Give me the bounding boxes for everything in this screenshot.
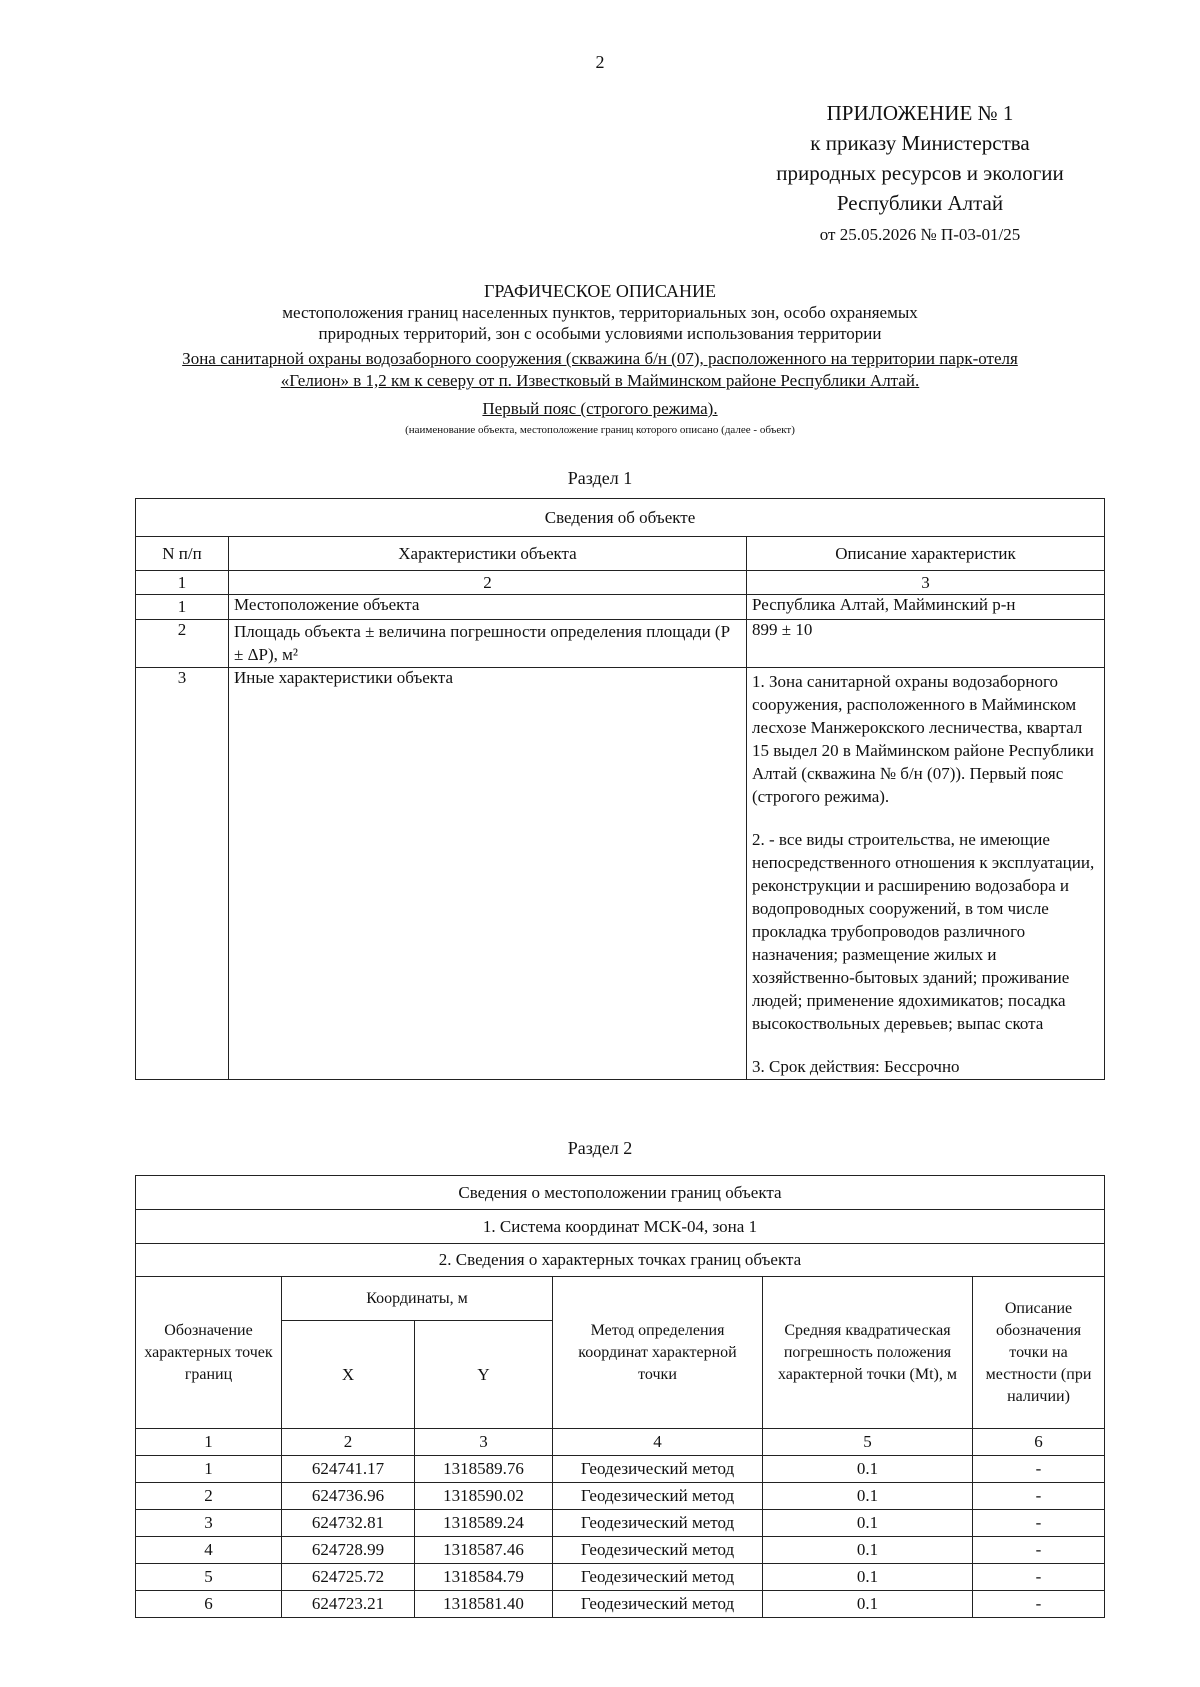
appendix-line: Республики Алтай: [836, 191, 1004, 215]
error-mt: 0.1: [763, 1564, 973, 1591]
table-row: [136, 1483, 1105, 1510]
method: Геодезический метод: [553, 1591, 763, 1618]
table-title-row: [136, 499, 1105, 537]
point-number: 5: [136, 1564, 282, 1591]
column-number: 3: [415, 1429, 553, 1456]
column-number-row: [136, 1429, 1105, 1456]
coordinate-y: 1318581.40: [415, 1591, 553, 1618]
table-row: [136, 1537, 1105, 1564]
coordinate-system-row: [136, 1210, 1105, 1244]
point-number: 3: [136, 1510, 282, 1537]
appendix-line: природных ресурсов и экологии: [776, 161, 1064, 185]
table-header-row: [136, 1277, 1105, 1321]
header-method: Метод определения координат характерной точки: [553, 1277, 763, 1429]
method: Геодезический метод: [553, 1564, 763, 1591]
row-description: Республика Алтай, Майминский р-н: [747, 595, 1105, 620]
method: Геодезический метод: [553, 1456, 763, 1483]
method: Геодезический метод: [553, 1510, 763, 1537]
row-characteristic: Площадь объекта ± величина погрешности определения площади (P ± ΔP), м²: [229, 620, 747, 668]
coordinate-y: 1318590.02: [415, 1483, 553, 1510]
section1-title: Раздел 1: [567, 468, 633, 488]
header-x: X: [282, 1321, 415, 1429]
boundary-points-table: [135, 1175, 1105, 1618]
table-row: [136, 620, 1105, 668]
column-number: 3: [747, 571, 1105, 595]
appendix-line: к приказу Министерства: [810, 131, 1030, 155]
appendix-header: [730, 98, 1110, 250]
point-number: 6: [136, 1591, 282, 1618]
table-row: [136, 668, 1105, 1080]
coordinate-x: 624741.17: [282, 1456, 415, 1483]
points-title-row: [136, 1244, 1105, 1277]
row-number: 1: [136, 595, 229, 620]
method: Геодезический метод: [553, 1537, 763, 1564]
row-description: 899 ± 10: [747, 620, 1105, 668]
coordinate-x: 624725.72: [282, 1564, 415, 1591]
coordinate-x: 624736.96: [282, 1483, 415, 1510]
header-description: Описание обозначения точки на местности (при наличии): [973, 1277, 1105, 1429]
row-characteristic: Местоположение объекта: [229, 595, 747, 620]
document-title: ГРАФИЧЕСКОЕ ОПИСАНИЕ: [483, 281, 717, 301]
object-name: «Гелион» в 1,2 км к северу от п. Известковый в Майминском районе Республики Алтай.: [280, 371, 920, 390]
description-paragraph: 2. - все виды строительства, не имеющие непосредственного отношения к эксплуатации, реконструкции и расширению водозабора и водопроводных сооружений, в том числе прокладка трубопроводов различного назначения; размещение жилых и хозяйственно-бытовых зданий; проживание людей; применение ядохимикатов; посадка высокоствольных деревьев; выпас скота: [752, 830, 1095, 1033]
error-mt: 0.1: [763, 1483, 973, 1510]
document-heading: [130, 280, 1070, 438]
point-number: 4: [136, 1537, 282, 1564]
column-number: 2: [229, 571, 747, 595]
error-mt: 0.1: [763, 1591, 973, 1618]
coordinate-y: 1318589.24: [415, 1510, 553, 1537]
header-point: Обозначение характерных точек границ: [136, 1277, 282, 1429]
document-subtitle: местоположения границ населенных пунктов, территориальных зон, особо охраняемых: [282, 303, 918, 322]
row-number: 2: [136, 620, 229, 668]
point-description: -: [973, 1537, 1105, 1564]
coordinate-system: 1. Система координат МСК-04, зона 1: [136, 1210, 1105, 1244]
column-number-row: [136, 571, 1105, 595]
point-description: -: [973, 1456, 1105, 1483]
table-header-row: [136, 537, 1105, 571]
coordinate-y: 1318587.46: [415, 1537, 553, 1564]
point-number: 1: [136, 1456, 282, 1483]
object-name: Первый пояс (строгого режима).: [482, 399, 718, 418]
column-number: 2: [282, 1429, 415, 1456]
row-description: [747, 668, 1105, 1080]
table-title: Сведения об объекте: [136, 499, 1105, 537]
coordinate-y: 1318589.76: [415, 1456, 553, 1483]
row-characteristic: Иные характеристики объекта: [229, 668, 747, 1080]
header-error: Средняя квадратическая погрешность положения характерной точки (Mt), м: [763, 1277, 973, 1429]
coordinate-x: 624728.99: [282, 1537, 415, 1564]
point-description: -: [973, 1510, 1105, 1537]
page-number: 2: [595, 52, 605, 72]
table-row: [136, 1510, 1105, 1537]
table-title: Сведения о местоположении границ объекта: [136, 1176, 1105, 1210]
column-number: 6: [973, 1429, 1105, 1456]
document-subtitle: природных территорий, зон с особыми условиями использования территории: [318, 324, 882, 343]
table-row: [136, 1564, 1105, 1591]
method: Геодезический метод: [553, 1483, 763, 1510]
table-row: [136, 595, 1105, 620]
column-number: 4: [553, 1429, 763, 1456]
table-row: [136, 1591, 1105, 1618]
section2-title: Раздел 2: [567, 1138, 633, 1158]
coordinate-y: 1318584.79: [415, 1564, 553, 1591]
object-info-table: [135, 498, 1105, 1080]
header-coordinates: Координаты, м: [282, 1277, 553, 1321]
object-caption: (наименование объекта, местоположение границ которого описано (далее - объект): [405, 424, 795, 436]
header-cell: Характеристики объекта: [229, 537, 747, 571]
coordinate-x: 624732.81: [282, 1510, 415, 1537]
table-title-row: [136, 1176, 1105, 1210]
error-mt: 0.1: [763, 1510, 973, 1537]
description-paragraph: 1. Зона санитарной охраны водозаборного сооружения, расположенного в Майминском лесхозе Манжерокского лесничества, квартал 15 выдел 20 в Майминском районе Республики Алтай (скважина № б/н (07)). Первый пояс (строгого режима).: [752, 672, 1094, 806]
header-cell: Описание характеристик: [747, 537, 1105, 571]
point-number: 2: [136, 1483, 282, 1510]
point-description: -: [973, 1564, 1105, 1591]
appendix-title: ПРИЛОЖЕНИЕ № 1: [826, 101, 1014, 125]
column-number: 1: [136, 571, 229, 595]
column-number: 1: [136, 1429, 282, 1456]
description-paragraph: 3. Срок действия: Бессрочно: [752, 1057, 960, 1076]
table-row: [136, 1456, 1105, 1483]
points-title: 2. Сведения о характерных точках границ объекта: [136, 1244, 1105, 1277]
header-cell: N п/п: [136, 537, 229, 571]
column-number: 5: [763, 1429, 973, 1456]
error-mt: 0.1: [763, 1456, 973, 1483]
order-date: от 25.05.2026 № П-03-01/25: [819, 225, 1021, 244]
row-number: 3: [136, 668, 229, 1080]
object-name: Зона санитарной охраны водозаборного сооружения (скважина б/н (07), расположенного на территории парк-отеля: [182, 349, 1018, 368]
error-mt: 0.1: [763, 1537, 973, 1564]
point-description: -: [973, 1591, 1105, 1618]
point-description: -: [973, 1483, 1105, 1510]
coordinate-x: 624723.21: [282, 1591, 415, 1618]
header-y: Y: [415, 1321, 553, 1429]
